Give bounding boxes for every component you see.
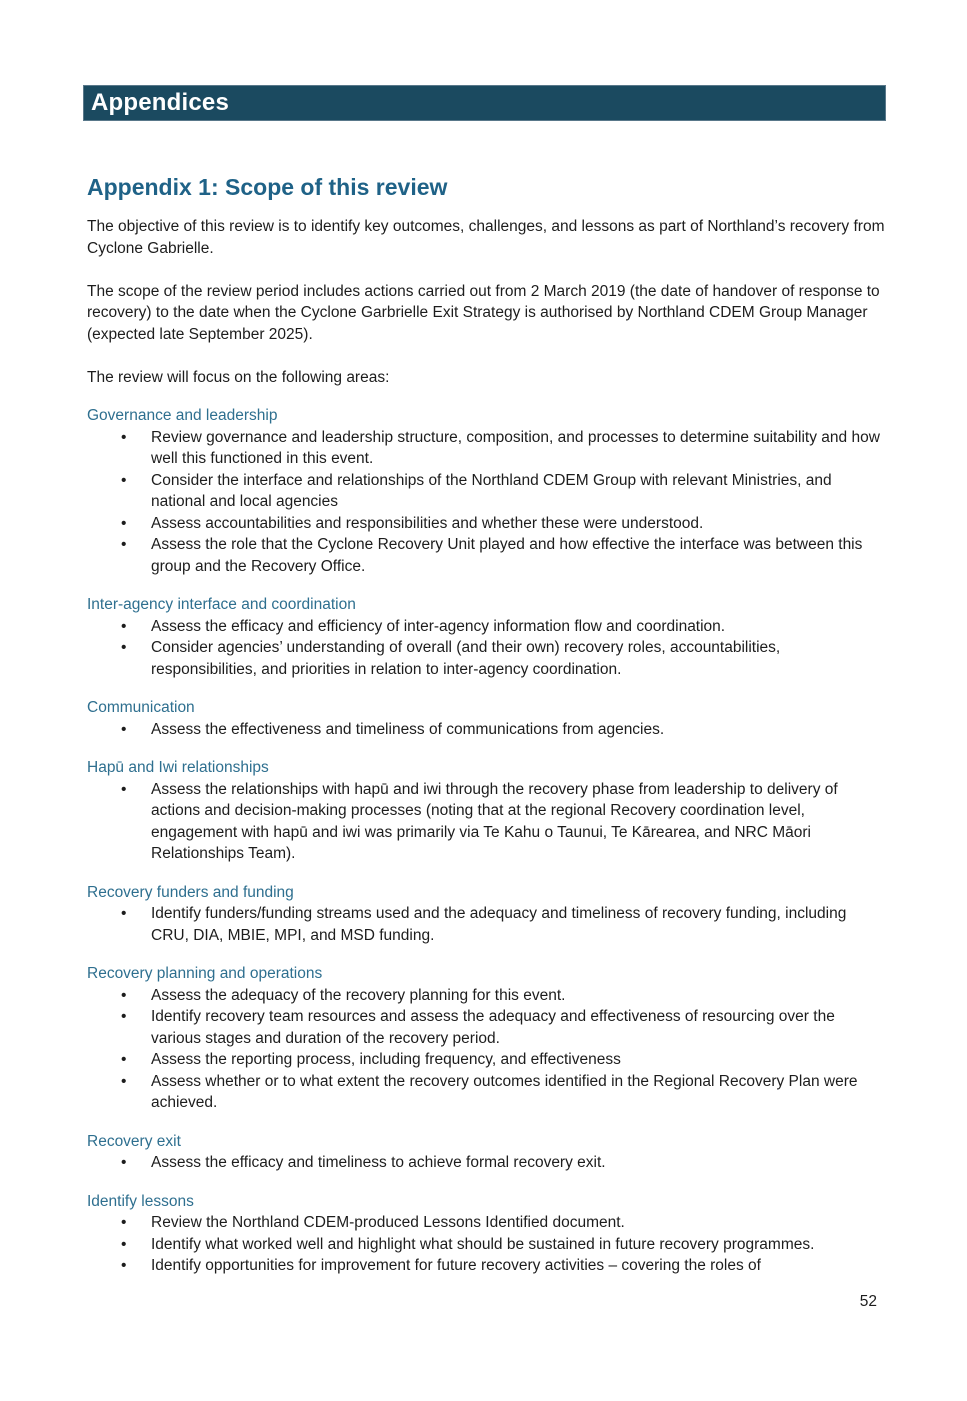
section-heading: Recovery exit <box>87 1132 181 1150</box>
bullet-item: • Consider agencies’ understanding of overall (and their own) recovery roles, accountabilities, responsibilities, and priorities in relation to inter-agency coordination. <box>87 637 886 680</box>
bullet-item: • Consider the interface and relationships of the Northland CDEM Group with relevant Ministries, and national and local agencies <box>87 470 886 513</box>
section-bullet-list <box>87 427 886 578</box>
review-section <box>87 882 886 947</box>
intro-paragraph: The review will focus on the following areas: <box>87 368 390 386</box>
bullet-item: • Identify what worked well and highlight what should be sustained in future recovery programmes. <box>87 1234 886 1256</box>
bullet-item: • Assess whether or to what extent the recovery outcomes identified in the Regional Recovery Plan were achieved. <box>87 1071 886 1114</box>
section-heading: Recovery funders and funding <box>87 883 294 901</box>
bullet-item: • Assess the adequacy of the recovery planning for this event. <box>87 985 886 1007</box>
section-heading: Recovery planning and operations <box>87 965 323 982</box>
intro-paragraphs <box>83 216 886 388</box>
bullet-item: • Review the Northland CDEM-produced Lessons Identified document. <box>87 1212 886 1234</box>
bullet-item: • Review governance and leadership structure, composition, and processes to determine suitability and how well this functioned in this event. <box>87 427 886 470</box>
section-bullet-list <box>87 985 886 1114</box>
section-bullet-list <box>87 1212 886 1277</box>
section-heading: Identify lessons <box>87 1192 194 1210</box>
review-section <box>87 1191 886 1277</box>
review-sections <box>83 405 886 1277</box>
review-section <box>87 757 886 865</box>
bullet-item: • Identify opportunities for improvement for future recovery activities – covering the roles of <box>87 1255 886 1277</box>
section-heading: Inter-agency interface and coordination <box>87 596 356 613</box>
review-section <box>87 594 886 680</box>
review-section <box>87 1131 886 1174</box>
bullet-item: • Assess the reporting process, including frequency, and effectiveness <box>87 1049 886 1071</box>
section-bullet-list <box>87 779 886 865</box>
bullet-item: • Identify recovery team resources and assess the adequacy and effectiveness of resourcing over the various stages and duration of the recovery period. <box>87 1006 886 1049</box>
section-bullet-list <box>87 616 886 681</box>
appendices-banner <box>83 85 886 121</box>
bullet-item: • Assess the efficacy and efficiency of inter-agency information flow and coordination. <box>87 616 886 638</box>
section-bullet-list <box>87 719 886 741</box>
intro-paragraph: The objective of this review is to identify key outcomes, challenges, and lessons as part of Northland’s recovery from Cyclone Gabrielle. <box>87 218 885 257</box>
review-section <box>87 697 886 740</box>
review-section <box>87 963 886 1114</box>
banner-title: Appendices <box>91 89 230 116</box>
section-bullet-list <box>87 903 886 946</box>
page-number: 52 <box>859 1293 877 1310</box>
bullet-item: • Assess the relationships with hapū and iwi through the recovery phase from leadership to delivery of actions and decision-making processes (noting that at the regional Recovery coordination level, engagement with hapū and iwi was primarily via Te Kahu o Taunui, Te Kārearea, and NRC Māori Relationships Team). <box>87 779 886 865</box>
bullet-item: • Assess the role that the Cyclone Recovery Unit played and how effective the interface was between this group and the Recovery Office. <box>87 534 886 577</box>
intro-paragraph: The scope of the review period includes actions carried out from 2 March 2019 (the date of handover of response to recovery) to the date when the Cyclone Garbrielle Exit Strategy is authorised by Northland CDEM Group Manager (expected late September 2025). <box>87 282 880 343</box>
section-heading: Communication <box>87 699 195 716</box>
bullet-item: • Identify funders/funding streams used and the adequacy and timeliness of recovery funding, including CRU, DIA, MBIE, MPI, and MSD funding. <box>87 903 886 946</box>
bullet-item: • Assess the effectiveness and timeliness of communications from agencies. <box>87 719 886 741</box>
appendix-heading: Appendix 1: Scope of this review <box>87 174 448 200</box>
section-heading: Governance and leadership <box>87 407 278 424</box>
page-content <box>83 85 886 1277</box>
section-bullet-list <box>87 1152 886 1174</box>
review-section <box>87 405 886 577</box>
section-heading: Hapū and Iwi relationships <box>87 759 269 776</box>
bullet-item: • Assess accountabilities and responsibilities and whether these were understood. <box>87 513 886 535</box>
bullet-item: • Assess the efficacy and timeliness to achieve formal recovery exit. <box>87 1152 886 1174</box>
